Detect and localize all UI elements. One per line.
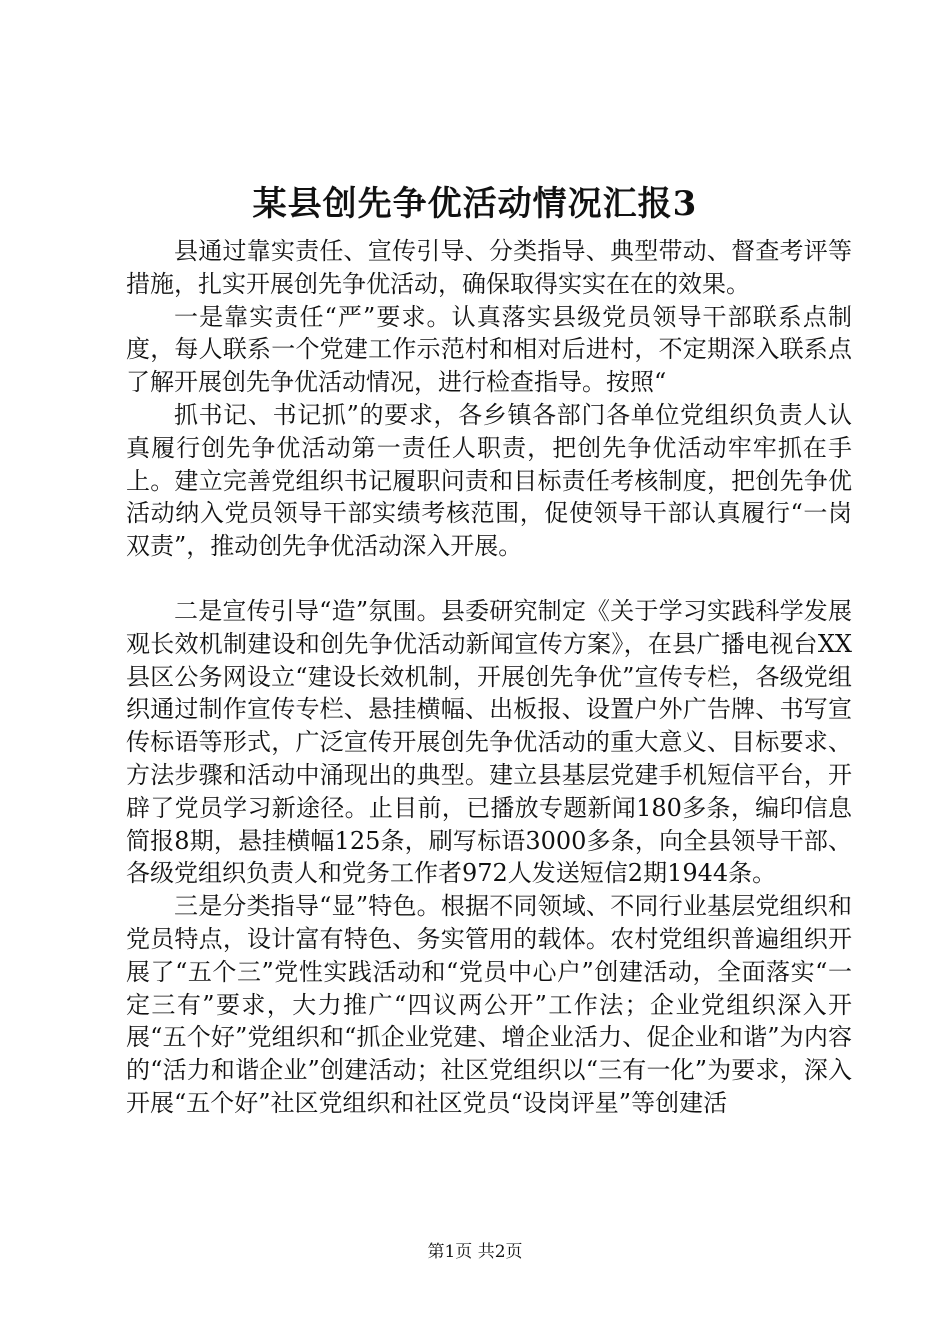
paragraph-classified-guidance: 三是分类指导“显”特色。根据不同领域、不同行业基层党组织和党员特点，设计富有特色、务实管用的载体。农村党组织普遍组织开展了“五个三”党性实践活动和“党员中心户”创建活动，全面落实“一定三有”要求，大力推广“四议两公开”工作法；企业党组织深入开展“五个好”党组织和“抓企业党建、增企业活力、促企业和谐”为内容的“活力和谐企业”创建活动；社区党组织以“三有一化”为要求，深入开展“五个好”社区党组织和社区党员“设岗评星”等创建活	[126, 892, 852, 1117]
paragraph-responsibility-continued: 抓书记、书记抓”的要求，各乡镇各部门各单位党组织负责人认真履行创先争优活动第一责任人职责，把创先争优活动牢牢抓在手上。建立完善党组织书记履职问责和目标责任考核制度，把创先争优活动纳入党员领导干部实绩考核范围，促使领导干部认真履行“一岗双责”，推动创先争优活动深入开展。	[126, 400, 852, 561]
document-body	[126, 235, 852, 1120]
paragraph-publicity: 二是宣传引导“造”氛围。县委研究制定《关于学习实践科学发展观长效机制建设和创先争优活动新闻宣传方案》，在县广播电视台XX县区公务网设立“建设长效机制，开展创先争优”宣传专栏，各级党组织通过制作宣传专栏、悬挂横幅、出板报、设置户外广告牌、书写宣传标语等形式，广泛宣传开展创先争优活动的重大意义、目标要求、方法步骤和活动中涌现出的典型。建立县基层党建手机短信平台，开辟了党员学习新途径。止目前，已播放专题新闻180多条，编印信息简报8期，悬挂横幅125条，刷写标语3000多条，向全县领导干部、各级党组织负责人和党务工作者972人发送短信2期1944条。	[126, 596, 852, 888]
paragraph-responsibility: 一是靠实责任“严”要求。认真落实县级党员领导干部联系点制度，每人联系一个党建工作示范村和相对后进村，不定期深入联系点了解开展创先争优活动情况，进行检查指导。按照“	[126, 302, 852, 397]
document-title: 某县创先争优活动情况汇报3	[252, 184, 698, 224]
paragraph-intro: 县通过靠实责任、宣传引导、分类指导、典型带动、督查考评等措施，扎实开展创先争优活动，确保取得实实在在的效果。	[126, 237, 852, 298]
page-number-footer: 第1页 共2页	[427, 1242, 523, 1262]
